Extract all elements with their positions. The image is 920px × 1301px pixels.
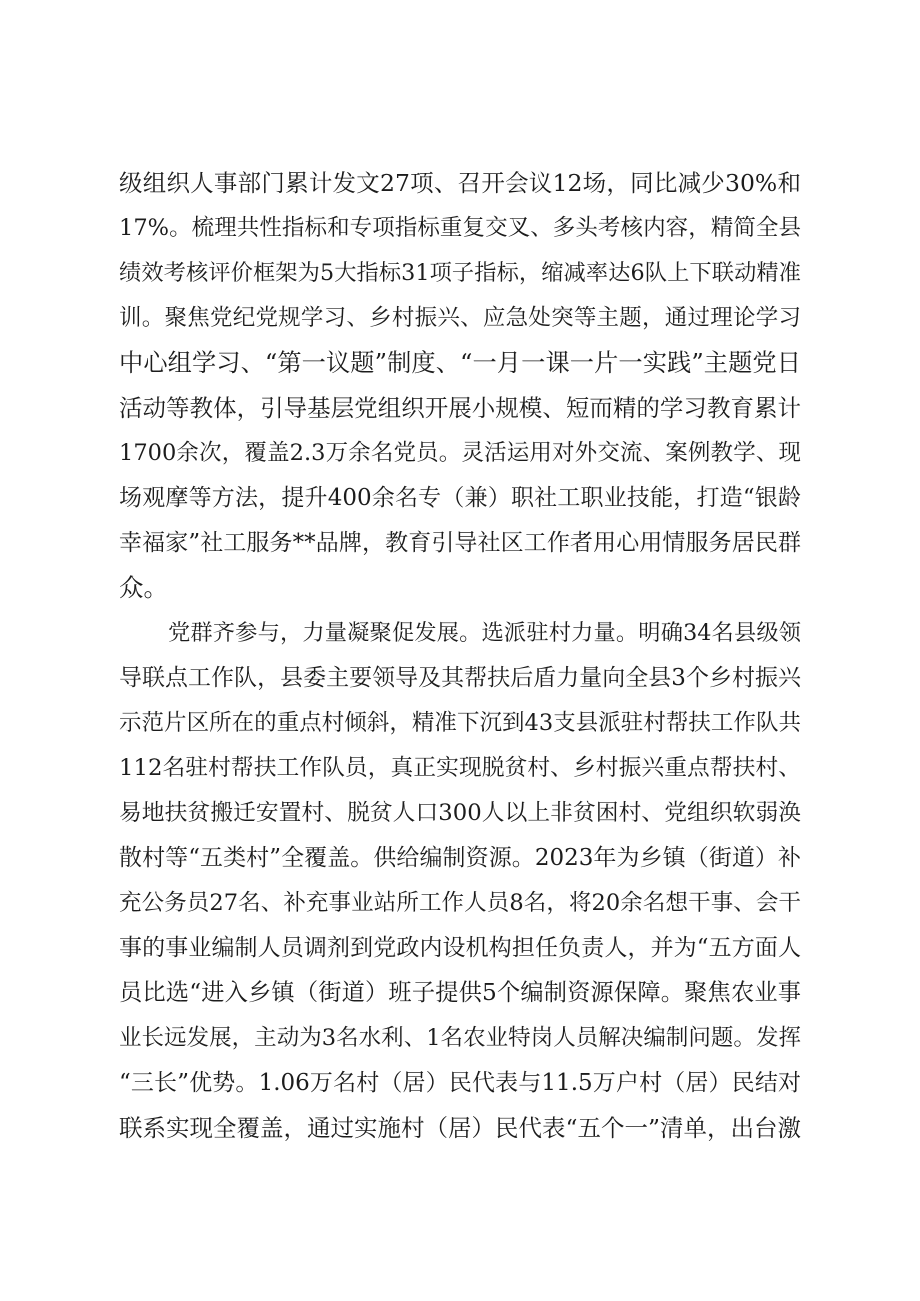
text-line-20: 业长远发展，主动为3名水利、1名农业特岗人员解决编制问题。发挥 (119, 1025, 801, 1051)
text-line-2: 17%。梳理共性指标和专项指标重复交叉、多头考核内容，精简全县 (119, 215, 801, 241)
text-line-5: 中心组学习、“第一议题”制度、“一月一课一片一实践”主题党日 (119, 348, 801, 377)
text-line-22: 联系实现全覆盖，通过实施村（居）民代表“五个一”清单，出台激 (119, 1114, 802, 1142)
text-line-14: 112名驻村帮扶工作队员，真正实现脱贫村、乡村振兴重点帮扶村、 (119, 755, 801, 781)
text-line-16: 散村等“五类村”全覆盖。供给编制资源。2023年为乡镇（街道）补 (119, 845, 801, 871)
text-line-1: 级组织人事部门累计发文27项、召开会议12场，同比减少30%和 (119, 169, 801, 197)
text-line-12: 导联点工作队，县委主要领导及其帮扶后盾力量向全县3个乡村振兴 (119, 665, 801, 691)
text-line-17: 充公务员27名、补充事业站所工作人员8名，将20余名想干事、会干 (119, 890, 801, 916)
text-line-9: 幸福家”社工服务**品牌，教育引导社区工作者用心用情服务居民群 (119, 530, 801, 556)
text-line-15: 易地扶贫搬迁安置村、脱贫人口300人以上非贫困村、党组织软弱涣 (119, 800, 801, 826)
text-line-4: 训。聚焦党纪党规学习、乡村振兴、应急处突等主题，通过理论学习 (119, 305, 801, 331)
text-line-13: 示范片区所在的重点村倾斜，精准下沉到43支县派驻村帮扶工作队共 (119, 710, 801, 736)
text-line-18: 事的事业编制人员调剂到党政内设机构担任负责人，并为“五方面人 (119, 935, 801, 961)
text-line-19: 员比选“进入乡镇（街道）班子提供5个编制资源保障。聚焦农业事 (119, 979, 801, 1006)
text-line-8: 场观摩等方法，提升400余名专（兼）职社工职业技能，打造“银龄 (119, 485, 801, 511)
text-line-10: 众。 (119, 573, 168, 602)
text-line-11: 党群齐参与，力量凝聚促发展。选派驻村力量。明确34名县级领 (168, 620, 801, 646)
text-line-7: 1700余次，覆盖2.3万余名党员。灵活运用对外交流、案例教学、现 (119, 440, 801, 466)
text-line-6: 活动等教体，引导基层党组织开展小规模、短而精的学习教育累计 (119, 394, 801, 422)
text-line-21: “三长”优势。1.06万名村（居）民代表与11.5万户村（居）民结对 (119, 1070, 801, 1096)
text-line-3: 绩效考核评价框架为5大指标31项子指标，缩减率达6队上下联动精准 (119, 260, 801, 286)
